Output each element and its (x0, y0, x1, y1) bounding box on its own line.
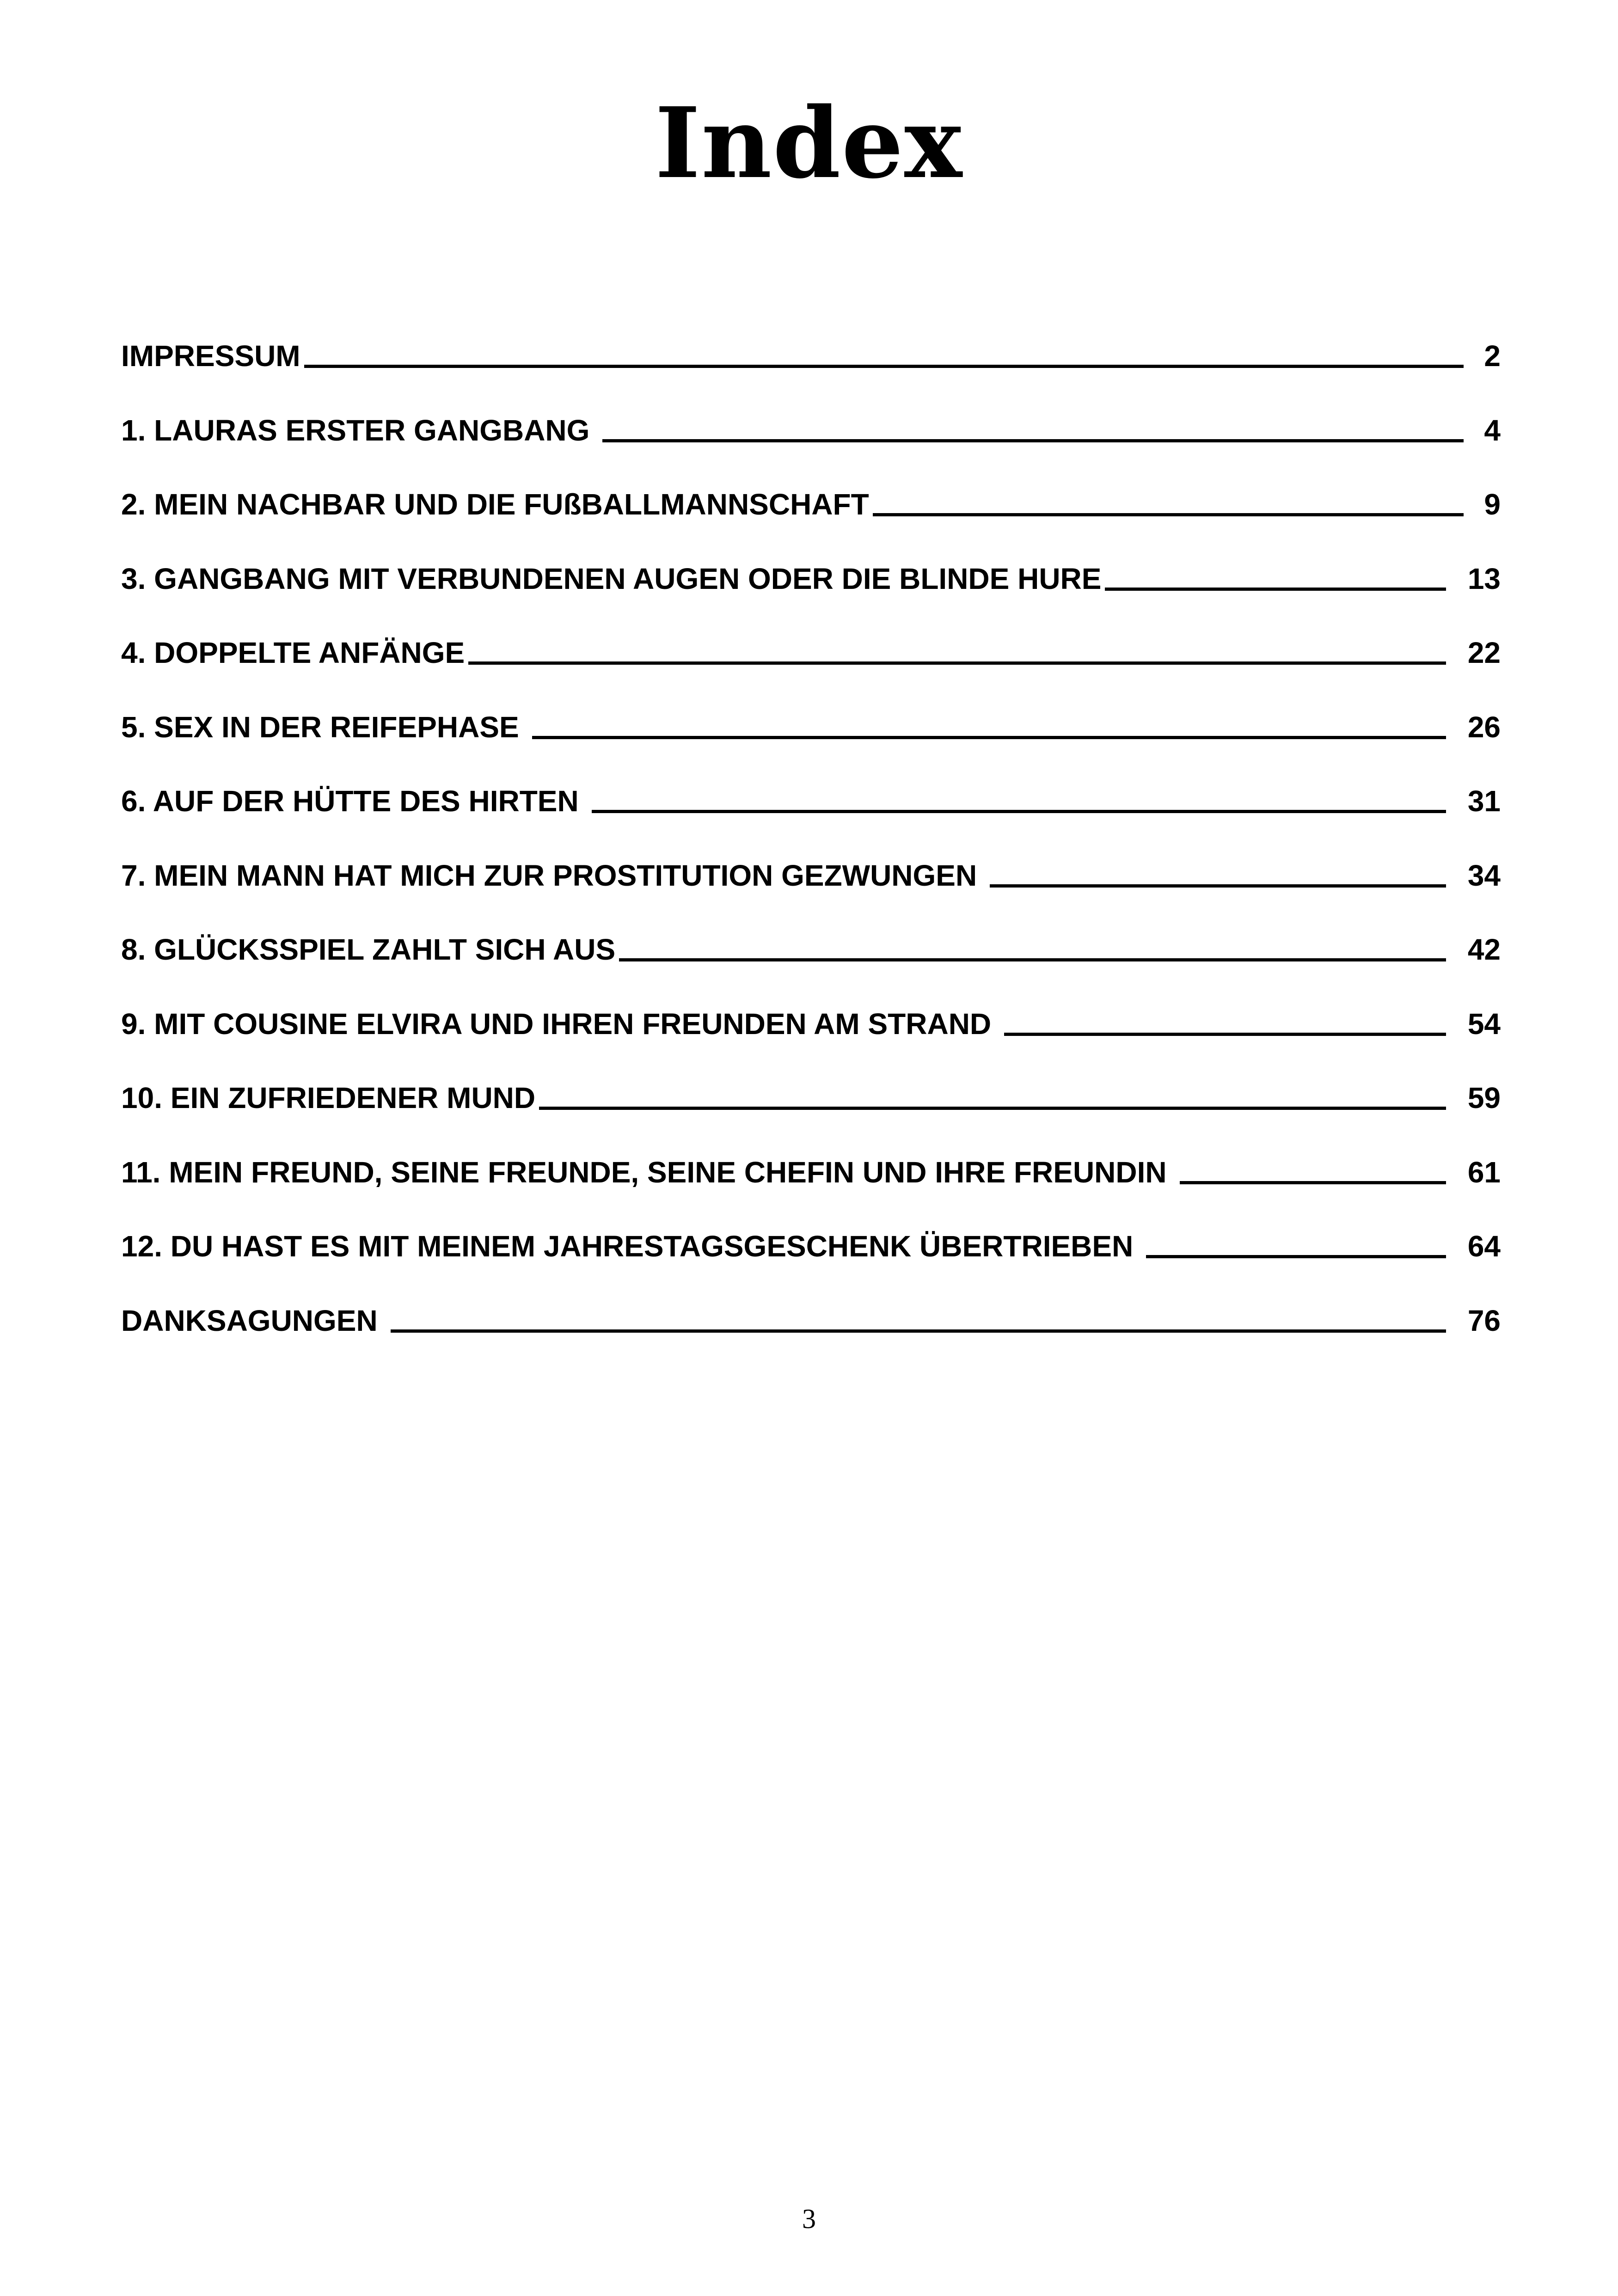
toc-leader-line (391, 1323, 1446, 1333)
toc-entry-impressum[interactable] (121, 328, 1501, 403)
toc-entry-page: 4 (1484, 413, 1501, 447)
toc-entry-label: DANKSAGUNGEN (121, 1304, 378, 1337)
toc-entry-page: 64 (1467, 1230, 1501, 1263)
toc-entry-page: 61 (1467, 1155, 1501, 1189)
toc-entry-label: 4. DOPPELTE ANFÄNGE (121, 636, 465, 669)
toc-entry-chapter-3[interactable] (121, 551, 1501, 625)
toc-entry-chapter-1[interactable] (121, 403, 1501, 477)
toc-entry-page: 34 (1467, 858, 1501, 892)
toc-entry-label: IMPRESSUM (121, 339, 300, 373)
toc-entry-page: 59 (1467, 1081, 1501, 1114)
toc-entry-page: 2 (1484, 339, 1501, 373)
toc-entry-chapter-8[interactable] (121, 922, 1501, 996)
toc-entry-page: 26 (1467, 710, 1501, 744)
toc-leader-line (592, 803, 1446, 813)
toc-entry-label: 9. MIT COUSINE ELVIRA UND IHREN FREUNDEN AM STRAND (121, 1007, 992, 1041)
toc-entry-label: 3. GANGBANG MIT VERBUNDENEN AUGEN ODER DIE BLINDE HURE (121, 562, 1102, 595)
toc-entry-page: 42 (1467, 933, 1501, 966)
toc-entry-chapter-10[interactable] (121, 1070, 1501, 1145)
toc-entry-chapter-9[interactable] (121, 996, 1501, 1071)
toc-entry-page: 13 (1467, 562, 1501, 595)
toc-entry-page: 9 (1484, 488, 1501, 521)
toc-leader-line (873, 507, 1464, 516)
toc-leader-line (539, 1100, 1446, 1110)
toc-entry-label: 11. MEIN FREUND, SEINE FREUNDE, SEINE CHEFIN UND IHRE FREUNDIN (121, 1155, 1167, 1189)
toc-leader-line (1180, 1175, 1446, 1184)
toc-entry-chapter-4[interactable] (121, 625, 1501, 699)
toc-entry-label: 5. SEX IN DER REIFEPHASE (121, 710, 519, 744)
toc-leader-line (1146, 1249, 1446, 1258)
toc-leader-line (602, 433, 1464, 442)
toc-entry-label: 6. AUF DER HÜTTE DES HIRTEN (121, 784, 579, 818)
toc-entry-label: 8. GLÜCKSSPIEL ZAHLT SICH AUS (121, 933, 616, 966)
page-title: Index (655, 86, 963, 200)
toc-entry-label: 1. LAURAS ERSTER GANGBANG (121, 413, 590, 447)
toc-entry-label: 2. MEIN NACHBAR UND DIE FUßBALLMANNSCHAFT (121, 488, 869, 521)
toc-entry-page: 31 (1467, 784, 1501, 818)
toc-entry-chapter-6[interactable] (121, 773, 1501, 848)
toc-entry-page: 54 (1467, 1007, 1501, 1041)
table-of-contents (121, 328, 1501, 1367)
toc-entry-page: 76 (1467, 1304, 1501, 1337)
toc-leader-line (304, 358, 1464, 368)
toc-leader-line (1004, 1026, 1446, 1036)
toc-leader-line (532, 729, 1446, 739)
toc-leader-line (1105, 581, 1446, 591)
toc-entry-page: 22 (1467, 636, 1501, 669)
toc-entry-chapter-11[interactable] (121, 1145, 1501, 1219)
toc-entry-danksagungen[interactable] (121, 1293, 1501, 1367)
toc-entry-chapter-2[interactable] (121, 477, 1501, 551)
toc-entry-label: 10. EIN ZUFRIEDENER MUND (121, 1081, 536, 1114)
toc-leader-line (990, 878, 1446, 888)
toc-entry-chapter-12[interactable] (121, 1218, 1501, 1293)
page-number: 3 (802, 2204, 816, 2234)
toc-entry-chapter-7[interactable] (121, 848, 1501, 922)
toc-leader-line (619, 952, 1446, 961)
toc-entry-label: 12. DU HAST ES MIT MEINEM JAHRESTAGSGESCHENK ÜBERTRIEBEN (121, 1230, 1134, 1263)
toc-entry-chapter-5[interactable] (121, 699, 1501, 774)
toc-entry-label: 7. MEIN MANN HAT MICH ZUR PROSTITUTION GEZWUNGEN (121, 858, 977, 892)
toc-leader-line (468, 655, 1446, 665)
